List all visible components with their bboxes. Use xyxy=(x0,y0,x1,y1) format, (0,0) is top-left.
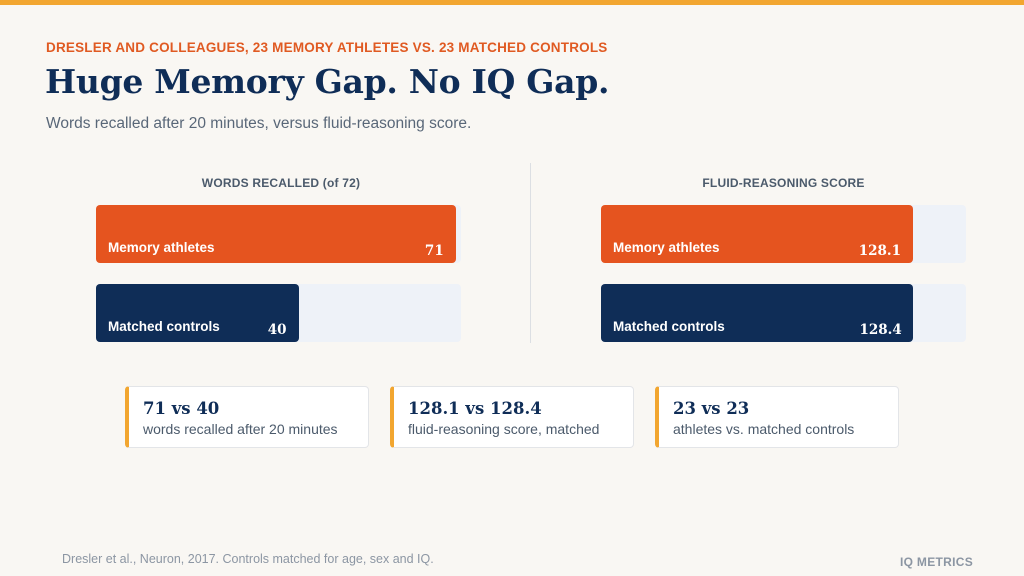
bar-memory-athletes xyxy=(96,205,456,263)
chart-title: WORDS RECALLED (of 72) xyxy=(201,176,361,190)
bar-matched-controls xyxy=(96,284,299,342)
stat-caption: athletes vs. matched controls xyxy=(673,421,855,437)
stat-card xyxy=(655,386,899,448)
brand-logo-text: IQ METRICS xyxy=(900,555,974,569)
bar-value-label: 128.1 xyxy=(858,243,901,259)
bar-value-label: 40 xyxy=(267,322,287,338)
panel-divider xyxy=(530,163,531,343)
stat-caption: words recalled after 20 minutes xyxy=(143,421,338,437)
bar-track xyxy=(601,205,966,263)
bar-category-label: Matched controls xyxy=(108,319,220,334)
eyebrow-text: DRESLER AND COLLEAGUES, 23 MEMORY ATHLETES VS. 23 MATCHED CONTROLS xyxy=(46,40,608,55)
page-title: Huge Memory Gap. No IQ Gap. xyxy=(45,62,610,101)
bar-value-label: 71 xyxy=(424,243,444,259)
bar-track xyxy=(601,284,966,342)
bar-track xyxy=(96,205,461,263)
chart-title: FLUID-REASONING SCORE xyxy=(702,176,865,190)
stat-caption: fluid-reasoning score, matched xyxy=(408,421,600,437)
stat-card xyxy=(390,386,634,448)
bar-memory-athletes xyxy=(601,205,913,263)
top-accent-stripe xyxy=(0,0,1024,5)
chart-panel-words-recalled xyxy=(96,175,466,191)
source-note: Dresler et al., Neuron, 2017. Controls matched for age, sex and IQ. xyxy=(62,552,434,566)
page-subtitle: Words recalled after 20 minutes, versus fluid-reasoning score. xyxy=(46,115,472,132)
bar-matched-controls xyxy=(601,284,913,342)
bar-category-label: Memory athletes xyxy=(613,240,720,255)
bar-value-label: 128.4 xyxy=(859,322,902,338)
stat-value: 71 vs 40 xyxy=(143,399,220,418)
stat-value: 23 vs 23 xyxy=(673,399,750,418)
bar-category-label: Memory athletes xyxy=(108,240,215,255)
stat-card xyxy=(125,386,369,448)
bar-category-label: Matched controls xyxy=(613,319,725,334)
chart-panel-fluid-reasoning xyxy=(601,175,966,191)
stat-value: 128.1 vs 128.4 xyxy=(408,399,542,418)
bar-track xyxy=(96,284,461,342)
